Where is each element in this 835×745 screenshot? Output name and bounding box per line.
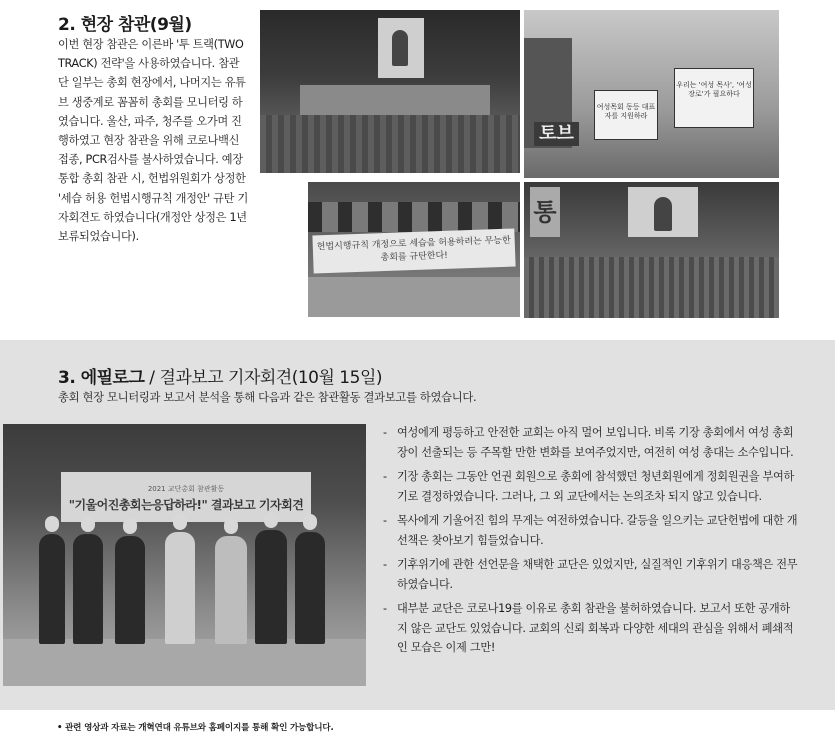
photo-stage (300, 85, 490, 115)
photo-screen (628, 187, 698, 237)
photo-person (295, 532, 325, 644)
sign-right-text: 우리는 '여성 목사', '여성 장로'가 필요하다 (676, 81, 752, 98)
section3-title-bold: 3. 에필로그 (58, 368, 145, 388)
photo-crowd (524, 257, 779, 318)
photo-person (115, 536, 145, 644)
photo-tobu-text: 토브 (534, 122, 579, 146)
photo-screen (378, 18, 424, 78)
photo-person (73, 534, 103, 644)
photo-person (215, 536, 247, 644)
result-bullet: - 여성에게 평등하고 안전한 교회는 아직 멀어 보입니다. 비록 기장 총회에서 여성 총회장이 선출되는 등 주목할 만한 변화를 보여주었지만, 여전히 여성 총대는 소수입니다. (383, 423, 798, 462)
sign-left-text: 여성목회 동등 대표자를 지원하라 (596, 103, 656, 120)
section2-paragraph: 이번 현장 참관은 이른바 '투 트랙(TWO TRACK) 전략'을 사용하였습니다. 참관단 일부는 총회 현장에서, 나머지는 유튜브 생중계로 꼼꼼히 총회를 모니터링 하였습니다. 울산, 파주, 청주를 오가며 진행하였고 현장 참관을 위해 코로나백신 접종, PCR검사를 불사하였습니다. 예장통합 총회 참관 시, 헌법위원회가 상정한 '세습 허용 헌법시행규칙 개정안' 규탄 기자회견도 하였습니다(개정안 상정은 1년 보류되었습니다). (58, 38, 248, 244)
photo-banner-text: 헌법시행규칙 개정으로 세습을 허용하려는 무능한 총회를 규탄한다! (312, 228, 515, 273)
photo-person-head (303, 514, 317, 530)
result-bullet: - 기장 총회는 그동안 언권 회원으로 총회에 참석했던 청년회원에게 정회원권을 부여하기로 결정하였습니다. 그러나, 그 외 교단에서는 논의조차 되지 않고 있습니다. (383, 467, 798, 506)
photo-side-sign: 통 (530, 187, 560, 237)
photo-person-head (264, 512, 278, 528)
section2-title: 2. 현장 참관(9월) (58, 15, 192, 35)
section3-title (58, 363, 382, 388)
photo-sign-left (594, 90, 658, 140)
photo-assembly-hall (260, 10, 520, 173)
backdrop-title: "기울어진총회는응답하라!" 결과보고 기자회견 (68, 498, 304, 512)
photo-group-press-conference (3, 424, 366, 686)
photo-person-head (81, 516, 95, 532)
photo-person (39, 534, 65, 644)
photo-floor (3, 639, 366, 686)
result-bullet-list (383, 423, 798, 663)
photo-person-head (224, 518, 238, 534)
result-bullet: - 목사에게 기울어진 힘의 무게는 여전하였습니다. 갈등을 일으키는 교단헌법에 대한 개선책은 찾아보기 힘들었습니다. (383, 511, 798, 550)
photo-person-head (45, 516, 59, 532)
photo-person (165, 532, 195, 644)
footnote: • 관련 영상과 자료는 개혁연대 유튜브와 홈페이지를 통해 확인 가능합니다. (57, 723, 334, 733)
result-bullet: - 대부분 교단은 코로나19를 이유로 총회 참관을 불허하였습니다. 보고서 또한 공개하지 않은 교단도 있었습니다. 교회의 신뢰 회복과 다양한 세대의 관심을 위해서 폐쇄적인 모습은 이제 그만! (383, 599, 798, 658)
photo-assembly-screen (524, 182, 779, 318)
photo-people (308, 202, 520, 232)
photo-crowd (260, 115, 520, 173)
section3-title-sub: / 결과보고 기자회견(10월 15일) (144, 368, 382, 388)
photo-table (308, 277, 520, 317)
photo-sign-right (674, 68, 754, 128)
photo-press-conference-banner (308, 182, 520, 317)
photo-person-head (123, 518, 137, 534)
photo-person-head (173, 514, 187, 530)
result-bullet: - 기후위기에 관한 선언문을 채택한 교단은 있었지만, 실질적인 기후위기 대응책은 전무 하였습니다. (383, 555, 798, 594)
photo-person (255, 530, 287, 644)
backdrop-subtitle: 2021 교단총회 참관활동 (147, 485, 225, 493)
section3-intro: 총회 현장 모니터링과 보고서 분석을 통해 다음과 같은 참관활동 결과보고를 하였습니다. (58, 391, 477, 404)
photo-protest-signs (524, 10, 779, 178)
